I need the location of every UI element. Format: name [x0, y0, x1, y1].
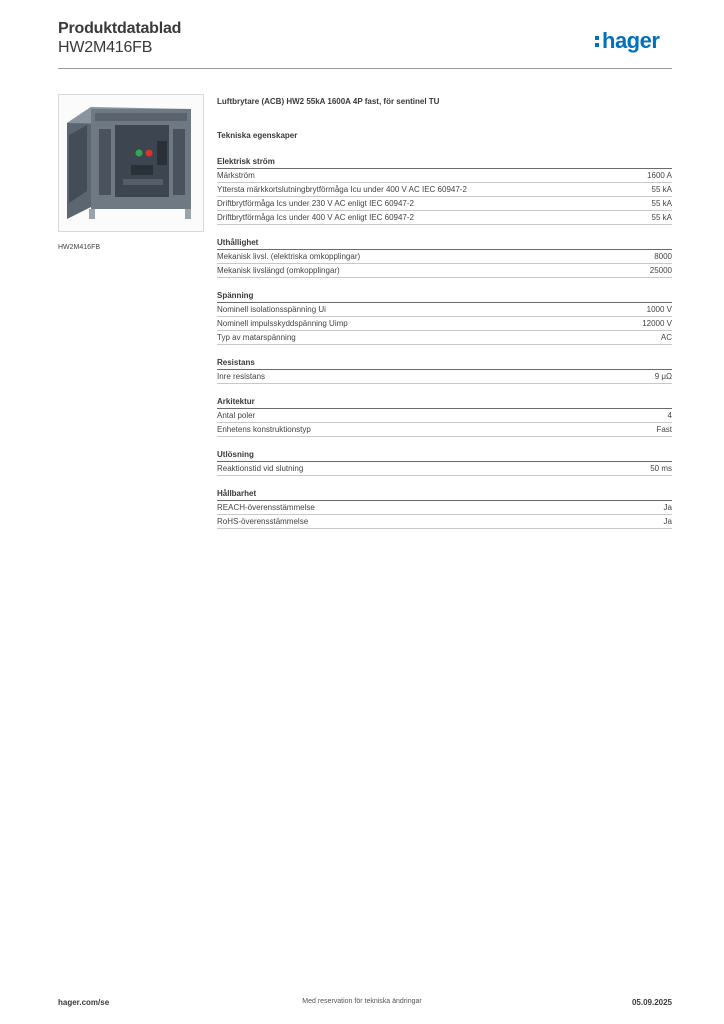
spec-value: Fast — [656, 425, 672, 434]
footer-date: 05.09.2025 — [631, 998, 672, 1007]
spec-section — [217, 396, 672, 437]
spec-label: Typ av matarspänning — [217, 333, 296, 342]
spec-label: Nominell isolationsspänning Ui — [217, 305, 326, 314]
spec-label: Reaktionstid vid slutning — [217, 464, 304, 473]
spec-row — [217, 183, 672, 197]
spec-value: 55 kA — [651, 185, 672, 194]
spec-label: Inre resistans — [217, 372, 266, 381]
section-title: Arkitektur — [217, 396, 672, 409]
spec-row — [217, 169, 672, 183]
section-title: Hållbarhet — [217, 488, 672, 501]
spec-label: Nominell impulsskyddspänning Uimp — [217, 319, 348, 328]
spec-row — [217, 211, 672, 225]
spec-label: Mekanisk livslängd (omkopplingar) — [217, 266, 340, 275]
spec-row — [217, 303, 672, 317]
product-description: Luftbrytare (ACB) HW2 55kA 1600A 4P fast, för sentinel TU — [217, 97, 440, 106]
spec-row — [217, 264, 672, 278]
footer-disclaimer: Med reservation för tekniska ändringar — [302, 998, 422, 1005]
spec-label: Mekanisk livsl. (elektriska omkopplingar) — [217, 252, 361, 261]
spec-section — [217, 488, 672, 529]
spec-label: Antal poler — [217, 411, 256, 420]
spec-label: Enhetens konstruktionstyp — [217, 425, 311, 434]
spec-section — [217, 156, 672, 225]
spec-row — [217, 370, 672, 384]
spec-value: 50 ms — [650, 464, 672, 473]
image-caption: HW2M416FB — [58, 244, 101, 251]
brand-wordmark: hager — [602, 28, 660, 53]
spec-value: 55 kA — [651, 213, 672, 222]
spec-value: 4 — [667, 411, 672, 420]
spec-row — [217, 250, 672, 264]
section-title: Elektrisk ström — [217, 156, 672, 169]
spec-sections — [217, 156, 672, 529]
spec-content — [217, 96, 672, 529]
page-title: Produktdatablad — [58, 20, 182, 37]
spec-section — [217, 290, 672, 345]
spec-label: RoHS-överensstämmelse — [217, 517, 309, 526]
spec-label: Driftbrytförmåga Ics under 230 V AC enligt IEC 60947-2 — [217, 199, 414, 208]
section-title: Spänning — [217, 290, 672, 303]
spec-label: Yttersta märkkortslutningbrytförmåga Icu under 400 V AC IEC 60947-2 — [217, 185, 467, 194]
spec-section — [217, 449, 672, 476]
spec-row — [217, 501, 672, 515]
section-title: Resistans — [217, 357, 672, 370]
hager-logo — [594, 27, 676, 57]
spec-row — [217, 515, 672, 529]
product-image — [58, 94, 204, 232]
spec-value: 55 kA — [651, 199, 672, 208]
spec-section — [217, 237, 672, 278]
spec-value: 25000 — [649, 266, 672, 275]
product-code: HW2M416FB — [58, 39, 153, 56]
spec-row — [217, 423, 672, 437]
spec-value: 9 μΩ — [654, 372, 672, 381]
spec-value: 1600 A — [647, 171, 672, 180]
spec-value: AC — [660, 333, 672, 342]
spec-value: 12000 V — [642, 319, 672, 328]
spec-value: Ja — [663, 503, 672, 512]
spec-row — [217, 197, 672, 211]
spec-row — [217, 462, 672, 476]
breaker-illustration — [59, 95, 203, 231]
spec-value: 1000 V — [646, 305, 672, 314]
tech-heading: Tekniska egenskaper — [217, 131, 298, 140]
footer-website[interactable]: hager.com/se — [58, 998, 110, 1007]
section-title: Uthållighet — [217, 237, 672, 250]
spec-value: Ja — [663, 517, 672, 526]
spec-label: Driftbrytförmåga Ics under 400 V AC enligt IEC 60947-2 — [217, 213, 414, 222]
section-title: Utlösning — [217, 449, 672, 462]
spec-row — [217, 331, 672, 345]
spec-section — [217, 357, 672, 384]
header-divider — [58, 68, 672, 69]
spec-label: Märkström — [217, 171, 255, 180]
spec-row — [217, 409, 672, 423]
spec-value: 8000 — [654, 252, 672, 261]
spec-row — [217, 317, 672, 331]
spec-label: REACH-överensstämmelse — [217, 503, 315, 512]
